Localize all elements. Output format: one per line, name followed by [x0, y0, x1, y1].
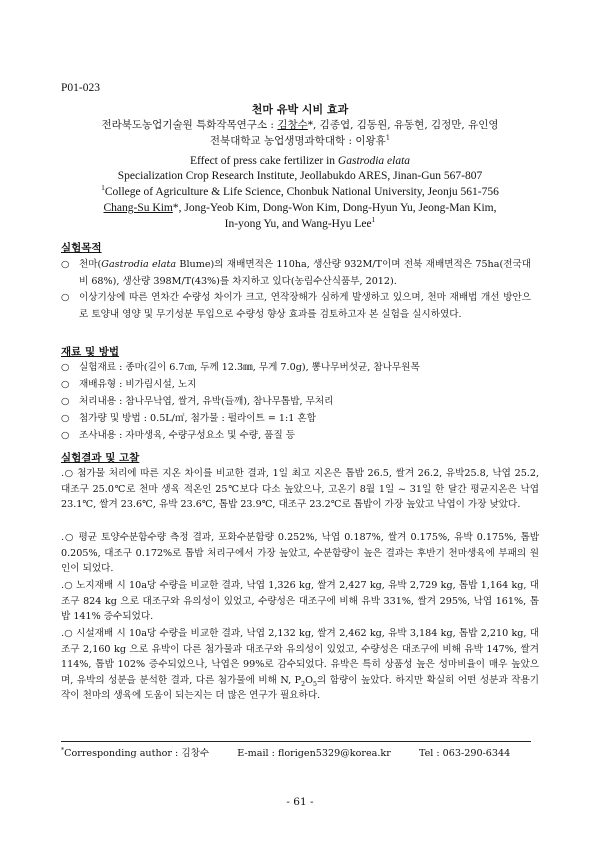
section-heading-results: 실험결과 및 고찰 [61, 452, 140, 464]
subscript: 5 [312, 680, 317, 688]
footnote-tel: Tel : 063-290-6344 [418, 748, 511, 759]
results-paragraph-3: .○ 노지재배 시 10a당 수량을 비교한 결과, 낙엽 1,326 kg, 쌀겨 2,427 kg, 유박 2,729 kg, 톱밥 1,164 kg, 대조구 824 kg 으로 대조구와 유의성이 있었고, 수량성은 대조구에 비해 유박 331%, 쌀겨 295%, 낙엽 161%, 톱밥 141% 증수되었다. [61, 580, 539, 623]
authors-english-2-sup: 1 [371, 215, 376, 225]
affiliation-english-2-sup: 1 [101, 183, 105, 193]
title-english [0, 155, 600, 167]
affiliation-korean-2-text: 전북대학교 농업생명과학대학 : 이왕휴 [209, 135, 386, 147]
bullet-text [79, 257, 531, 290]
affiliation-korean-1-org: 전라북도농업기술원 특화작목연구소 : [101, 119, 278, 131]
bullet-text: 첨가량 및 방법 : 0.5L/㎡, 첨가물 : 펄라이트 = 1:1 혼합 [79, 413, 316, 424]
bullet-item [61, 360, 531, 377]
results-paragraph-4 [61, 626, 539, 704]
bullet-mark: ○ [61, 413, 70, 424]
bullet-item [61, 428, 531, 445]
bullet-mark: ○ [61, 430, 70, 441]
results-paragraph-4-oxygen: O [305, 674, 313, 686]
affiliation-english-2 [0, 183, 600, 198]
authors-english-1 [0, 202, 600, 214]
title-english-text: Effect of press cake fertilizer in [189, 155, 338, 167]
affiliation-english-1: Specialization Crop Research Institute, Jeollabukdo ARES, Jinan-Gun 567-807 [117, 170, 483, 182]
bullet-text-pre: 천마( [79, 259, 102, 270]
footnote [61, 745, 510, 759]
results-paragraph-4-end: 의 함량이 높았다. 하지만 확실히 어떤 성분과 작용기작이 천마의 생육에 도움이 되는지는 더 많은 연구가 필요하다. [61, 674, 540, 702]
bullet-text: 실험재료 : 종마(길이 6.7㎝, 두께 12.3㎜, 무게 7.0g), 뽕나무버섯균, 참나무원목 [79, 362, 420, 373]
authors-english-2-text: In-yong Yu, and Wang-Hyu Lee [224, 218, 372, 230]
footnote-divider [61, 741, 531, 742]
results-paragraph-2: .○ 평균 토양수분함수량 측정 결과, 포화수분함량 0.252%, 낙엽 0.187%, 쌀겨 0.175%, 유박 0.175%, 톱밥 0.205%, 대조구 0.172%로 톱밥 처리구에서 가장 높았고, 수분함량이 높은 결과는 후반기 천마생육에 부패의 원인이 되었다. [61, 532, 539, 575]
bullet-item [61, 257, 531, 290]
affiliation-korean-2 [0, 133, 600, 148]
results-paragraph-4-text: .○ 시설재배 시 10a당 수량을 비교한 결과, 낙엽 2,132 kg, 쌀겨 2,462 kg, 유박 3,184 kg, 톱밥 2,210 kg, 대조구 2,160 kg 으로 유박이 다른 첨가물과 대조구와 유의성이 있었고, 수량성은 대조구에 비해 유박 147%, 쌀겨 114%, 톱밥 102% 증수되었으나, 낙엽은 99%로 감수되었다. 유박은 특히 상품성 높은 성마비율이 매우 높았으며, 유박의 성분을 분석한 결과, 다른 첨가물에 비해 N, P [61, 628, 539, 686]
bullet-mark: ○ [61, 396, 70, 407]
section-heading-methods: 재료 및 방법 [61, 346, 120, 358]
bullet-item [61, 377, 531, 394]
bullet-mark: ○ [61, 362, 70, 373]
affiliation-korean-1 [0, 117, 600, 132]
bullet-text-species: Gastrodia elata [101, 259, 177, 270]
bullet-item [61, 290, 531, 323]
bullet-mark: ○ [61, 292, 70, 303]
page-number: - 61 - [286, 796, 314, 808]
bullet-text: 이상기상에 따른 연차간 수량성 차이가 크고, 연작장해가 심하게 발생하고 있으며, 천마 재배법 개선 방안으로 토양내 영양 및 무기성분 투입으로 수량성 향상 효과를 검토하고자 본 실험을 실시하였다. [79, 292, 531, 320]
title-english-species: Gastrodia elata [337, 155, 411, 167]
authors-korean-rest: *, 김종엽, 김동원, 유동현, 김정만, 유인영 [307, 119, 499, 131]
bullet-text-post: Blume)의 재배면적은 110ha, 생산량 932M/T이며 전북 재배면적은 75ha(전국대비 68%), 생산량 398M/T(43%)를 차지하고 있다(농림수산식품부, 2012). [79, 259, 531, 287]
bullet-text: 처리내용 : 참나무낙엽, 쌀겨, 유박(들깨), 참나무톱밥, 무처리 [79, 396, 334, 407]
subscript: 2 [301, 680, 306, 688]
bullet-mark: ○ [61, 259, 70, 270]
bullet-item [61, 411, 531, 428]
bullet-item [61, 394, 531, 411]
authors-english-rest: *, Jong-Yeob Kim, Dong-Won Kim, Dong-Hyun Yu, Jeong-Man Kim, [172, 202, 497, 214]
title-korean: 천마 유박 시비 효과 [251, 103, 349, 116]
footnote-corresponding-author: Corresponding author : 김창수 [64, 748, 210, 759]
affiliation-korean-2-sup: 1 [385, 133, 391, 142]
corresponding-author-korean: 김창수 [277, 119, 308, 131]
bullet-text: 조사내용 : 자마생육, 수량구성요소 및 수량, 품질 등 [79, 430, 296, 441]
authors-english-2 [0, 215, 600, 230]
bullet-mark: ○ [61, 379, 70, 390]
bullet-text: 재배유형 : 비가림시설, 노지 [79, 379, 197, 390]
affiliation-english-2-text: College of Agriculture & Life Science, Chonbuk National University, Jeonju 561-756 [104, 186, 499, 198]
footnote-email: E-mail : florigen5329@korea.kr [237, 748, 391, 759]
results-paragraph-1: .○ 첨가물 처리에 따른 지온 차이를 비교한 결과, 1일 최고 지온은 톱밥 26.5, 쌀겨 26.2, 유박25.8, 낙엽 25.2, 대조구 25.0℃로 천마 생육 적온인 25℃보다 다소 높았으나, 고온기 8월 1일 ~ 31일 한 달간 평균지온은 낙엽 23.1℃, 쌀겨 23.6℃, 유박 23.6℃, 톱밥 23.9℃, 대조구 23.2℃로 톱밥이 가장 높았고 낙엽이 가장 낮았다. [61, 468, 539, 511]
footnote-mark: * [61, 746, 65, 754]
abstract-code: P01-023 [61, 82, 100, 94]
corresponding-author-english: Chang-Su Kim [103, 202, 173, 214]
section-heading-objective: 실험목적 [61, 242, 102, 254]
